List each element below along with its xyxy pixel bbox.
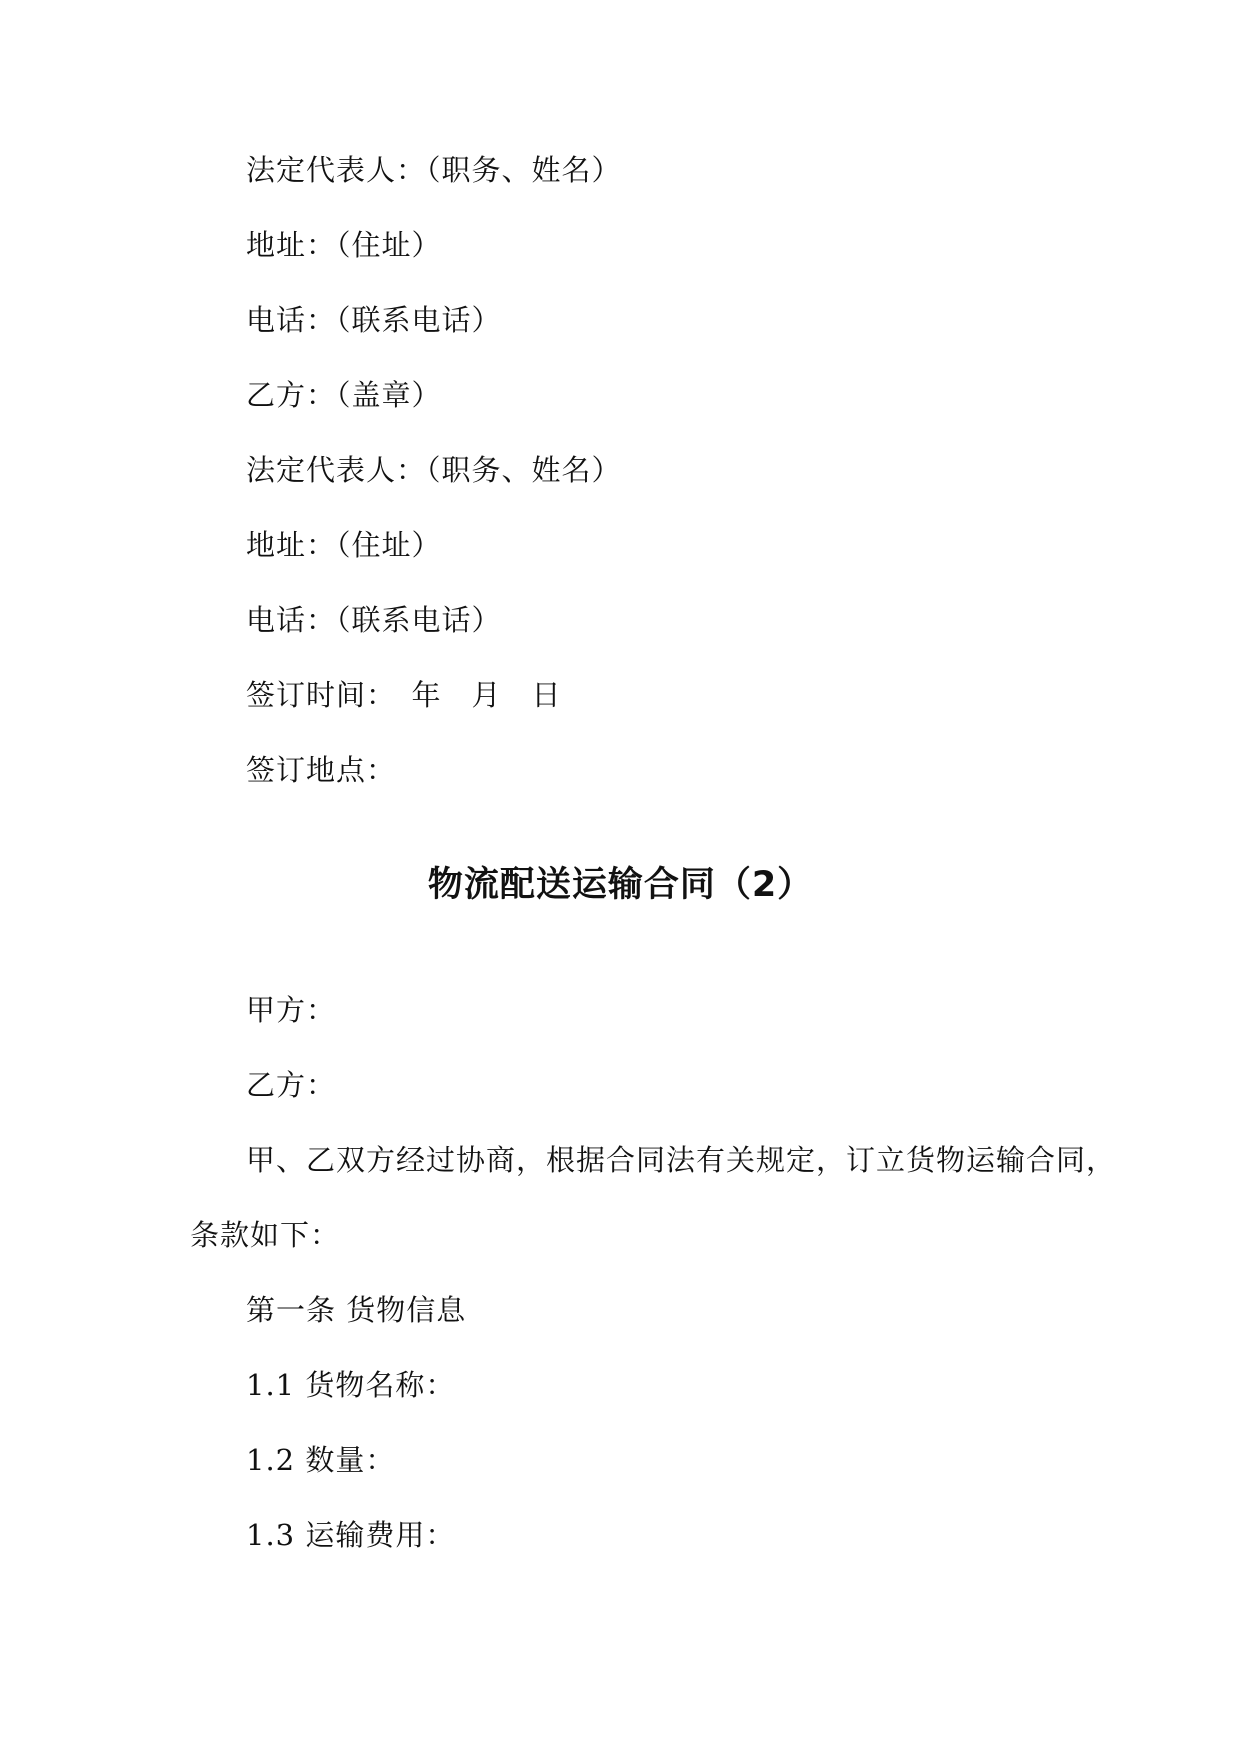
- item-1-2-quantity: 1.2 数量：: [246, 1443, 396, 1477]
- contract-title: 物流配送运输合同（2）: [427, 865, 814, 905]
- contract-party-a: 甲方：: [246, 993, 337, 1027]
- item-1-1-goods-name: 1.1 货物名称：: [246, 1368, 456, 1402]
- party-b-legal-rep: 法定代表人：（职务、姓名）: [246, 453, 622, 487]
- party-b-seal: 乙方：（盖章）: [246, 378, 442, 412]
- signing-date: 签订时间： 年 月 日: [246, 678, 562, 712]
- party-b-phone: 电话：（联系电话）: [246, 603, 502, 637]
- party-a-address: 地址：（住址）: [246, 228, 442, 262]
- preamble-line-1: 甲、乙双方经过协商，根据合同法有关规定，订立货物运输合同，: [246, 1143, 1117, 1177]
- party-a-legal-rep: 法定代表人：（职务、姓名）: [246, 153, 622, 187]
- contract-party-b: 乙方：: [246, 1068, 337, 1102]
- party-a-phone: 电话：（联系电话）: [246, 303, 502, 337]
- preamble-line-2: 条款如下：: [190, 1218, 341, 1252]
- party-b-address: 地址：（住址）: [246, 528, 442, 562]
- item-1-3-freight-cost: 1.3 运输费用：: [246, 1518, 456, 1552]
- signing-place: 签订地点：: [246, 753, 397, 787]
- article-1-heading: 第一条 货物信息: [246, 1293, 467, 1327]
